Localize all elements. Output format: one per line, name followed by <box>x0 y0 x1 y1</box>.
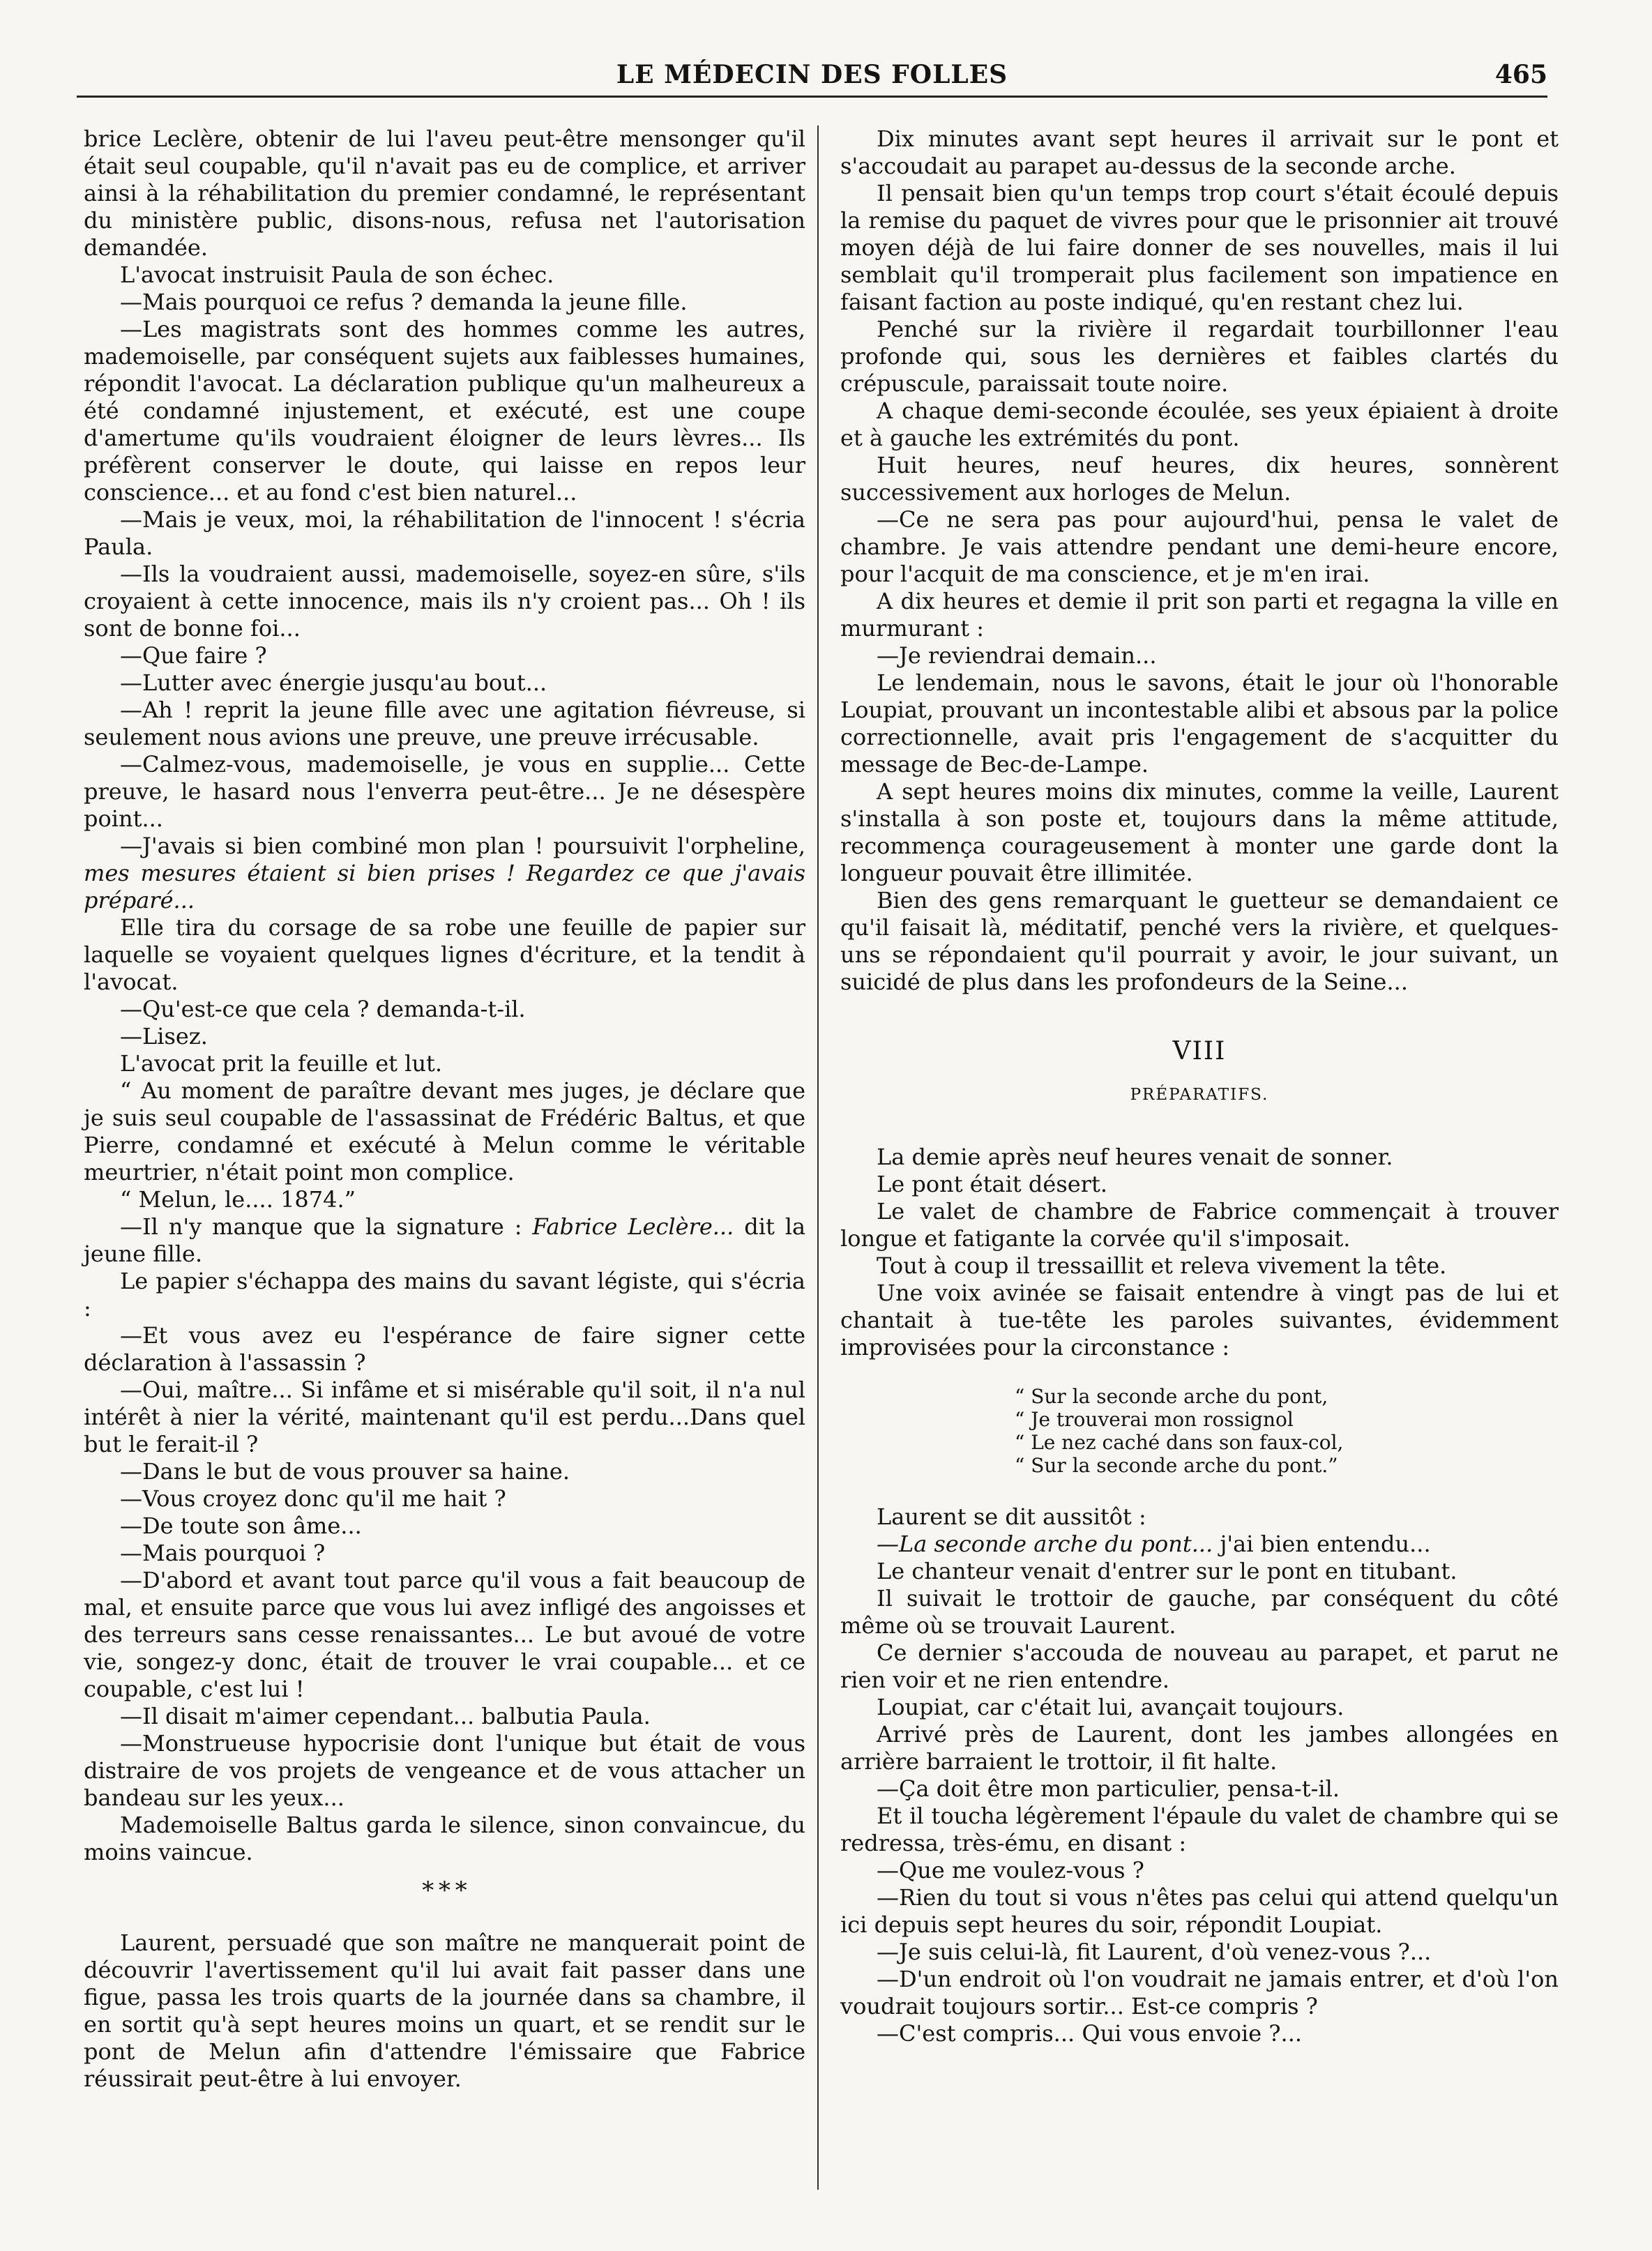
paragraph <box>840 1503 1559 1531</box>
paragraph-text: Le lendemain, nous le savons, était le jour où l'honorable Loupiat, prouvant un incontestable alibi et absous par la police correctionnelle, avait pris l'engagement de s'acquitter du message de Bec-de-Lampe. <box>840 669 1559 778</box>
paragraph-text: j'ai bien entendu... <box>1213 1531 1431 1557</box>
verse-line: “ Je trouverai mon rossignol <box>1015 1408 1294 1431</box>
paragraph-text: —C'est compris... Qui vous envoie ?... <box>877 2020 1303 2047</box>
paragraph <box>840 397 1559 452</box>
paragraph-text: —Que me voulez-vous ? <box>877 1857 1144 1884</box>
paragraph-text: —Monstrueuse hypocrisie dont l'unique but était de vous distraire de vos projets de vengeance et de vous attacher un bandeau sur les yeux... <box>84 1730 805 1811</box>
paragraph <box>840 642 1559 669</box>
paragraph <box>840 1585 1559 1639</box>
paragraph-text: —Ça doit être mon particulier, pensa-t-il. <box>877 1775 1340 1802</box>
paragraph <box>840 180 1559 316</box>
paragraph-text: —Mais pourquoi ? <box>120 1540 326 1566</box>
paragraph <box>840 126 1559 180</box>
paragraph-text: —Mais pourquoi ce refus ? demanda la jeune fille. <box>120 289 688 315</box>
paragraph-text: —Il disait m'aimer cependant... balbutia Paula. <box>120 1703 651 1729</box>
paragraph <box>84 126 805 262</box>
paragraph-text: A chaque demi-seconde écoulée, ses yeux épiaient à droite et à gauche les extrémités du pont. <box>840 397 1559 451</box>
italic-text: Fabrice Leclère... <box>532 1213 734 1240</box>
paragraph-text: —Je suis celui-là, fit Laurent, d'où venez-vous ?... <box>877 1939 1432 1965</box>
right-column <box>840 126 1559 2047</box>
paragraph <box>840 1558 1559 1585</box>
paragraph-text: La demie après neuf heures venait de sonner. <box>877 1144 1393 1170</box>
paragraph-text: Tout à coup il tressaillit et releva vivement la tête. <box>877 1252 1447 1279</box>
paragraph-text: Ce dernier s'accouda de nouveau au parapet, et parut ne rien voir et ne rien entendre. <box>840 1639 1559 1693</box>
paragraph <box>84 1513 805 1540</box>
paragraph-text: —Les magistrats sont des hommes comme les autres, mademoiselle, par conséquent sujets aux faiblesses humaines, répondit l'avocat. La déclaration publique qu'un malheureux a été condamné injustement, et exécuté, est une coupe d'amertume qu'ils voudraient éloigner de leurs lèvres... Ils préfèrent conserver le doute, qui laisse en repos leur conscience... et au fond c'est bien naturel... <box>84 316 805 506</box>
paragraph-text: dit la jeune fille. <box>84 1213 806 1267</box>
paragraph <box>840 1252 1559 1280</box>
paragraph-text: —J'avais si bien combiné mon plan ! poursuivit l'orpheline, <box>120 833 805 859</box>
paragraph-text: —Ils la voudraient aussi, mademoiselle, soyez-en sûre, s'ils croyaient à cette innocence, mais ils n'y croient pas... Oh ! ils sont de bonne foi... <box>84 561 805 642</box>
paragraph-text: Une voix avinée se faisait entendre à vingt pas de lui et chantait à tue-tête les paroles suivantes, évidemment improvisées pour la circonstance : <box>840 1280 1559 1361</box>
paragraph <box>84 1023 805 1050</box>
paragraph-text: Elle tira du corsage de sa robe une feuille de papier sur laquelle se voyaient quelques lignes d'écriture, et la tendit à l'avocat. <box>84 914 805 995</box>
verse-line: “ Le nez caché dans son faux-col, <box>1015 1431 1344 1454</box>
paragraph-text: “ Au moment de paraître devant mes juges, je déclare que je suis seul coupable de l'assassinat de Frédéric Baltus, et que Pierre, condamné et exécuté à Melun comme le véritable meurtrier, n'était point mon complice. <box>84 1077 805 1185</box>
paragraph <box>840 669 1559 778</box>
paragraph <box>840 1280 1559 1361</box>
paragraph-text: —Dans le but de vous prouver sa haine. <box>120 1458 570 1485</box>
paragraph <box>84 697 805 751</box>
paragraph-text: —Lutter avec énergie jusqu'au bout... <box>120 669 547 696</box>
paragraph <box>84 262 805 289</box>
paragraph-text: —Il n'y manque que la signature : <box>120 1213 522 1240</box>
paragraph-text: Le pont était désert. <box>877 1171 1107 1197</box>
paragraph <box>840 887 1559 996</box>
paragraph <box>84 1703 805 1730</box>
paragraph-text: —Et vous avez eu l'espérance de faire signer cette déclaration à l'assassin ? <box>84 1322 805 1376</box>
paragraph <box>840 778 1559 887</box>
paragraph-text: —Rien du tout si vous n'êtes pas celui qui attend quelqu'un ici depuis sept heures du soir, répondit Loupiat. <box>840 1884 1559 1938</box>
paragraph-text: Le chanteur venait d'entrer sur le pont en titubant. <box>877 1558 1457 1584</box>
song-verse <box>1015 1385 1559 1477</box>
paragraph <box>84 1213 805 1268</box>
section-break-asterism: * * * <box>422 1877 467 1904</box>
paragraph-text: —Qu'est-ce que cela ? demanda-t-il. <box>120 996 526 1022</box>
column-divider <box>817 126 819 2190</box>
paragraph-text: A dix heures et demie il prit son parti et regagna la ville en murmurant : <box>840 588 1559 642</box>
paragraph <box>840 452 1559 506</box>
paragraph-text: —De toute son âme... <box>120 1513 362 1539</box>
paragraph <box>840 1531 1559 1558</box>
paragraph <box>84 1567 805 1703</box>
paragraph <box>84 1812 805 1866</box>
paragraph-text: Il suivait le trottoir de gauche, par conséquent du côté même où se trouvait Laurent. <box>840 1585 1559 1639</box>
verse-line: “ Sur la seconde arche du pont, <box>1015 1385 1328 1408</box>
paragraph-text: Le valet de chambre de Fabrice commençait à trouver longue et fatigante la corvée qu'il s'imposait. <box>840 1198 1559 1252</box>
paragraph <box>840 1639 1559 1694</box>
paragraph <box>840 588 1559 642</box>
paragraph <box>840 1171 1559 1198</box>
paragraph-text: Penché sur la rivière il regardait tourbillonner l'eau profonde qui, sous les dernières et faibles clartés du crépuscule, paraissait toute noire. <box>840 316 1559 397</box>
paragraph-text: A sept heures moins dix minutes, comme la veille, Laurent s'installa à son poste et, toujours dans la même attitude, recommença courageusement à monter une garde dont la longueur pouvait être illimitée. <box>840 778 1559 886</box>
paragraph <box>840 1694 1559 1721</box>
paragraph <box>84 1268 805 1322</box>
paragraph <box>840 1144 1559 1171</box>
paragraph-text: Laurent se dit aussitôt : <box>877 1503 1146 1530</box>
paragraph <box>84 561 805 642</box>
paragraph-text: —Vous croyez donc qu'il me hait ? <box>120 1485 506 1512</box>
paragraph-text: —Je reviendrai demain... <box>877 642 1157 669</box>
paragraph <box>84 1730 805 1812</box>
paragraph <box>84 506 805 561</box>
paragraph-text: —Que faire ? <box>120 642 267 669</box>
paragraph-text: Le papier s'échappa des mains du savant légiste, qui s'écria : <box>84 1268 805 1321</box>
running-title: LE MÉDECIN DES FOLLES <box>616 60 1008 89</box>
header-rule <box>77 96 1547 98</box>
paragraph-text: —D'un endroit où l'on voudrait ne jamais entrer, et d'où l'on voudrait toujours sortir... Est-ce compris ? <box>840 1966 1559 2019</box>
paragraph-text: Dix minutes avant sept heures il arrivait sur le pont et s'accoudait au parapet au-dessus de la seconde arche. <box>840 126 1559 179</box>
italic-text: mes mesures étaient si bien prises ! Regardez ce que j'avais préparé... <box>84 860 805 914</box>
paragraph-text: —Oui, maître... Si infâme et si misérable qu'il soit, il n'a nul intérêt à nier la vérité, maintenant qu'il est perdu...Dans quel but le ferait-il ? <box>84 1377 805 1457</box>
paragraph <box>840 1803 1559 1857</box>
chapter-title: PRÉPARATIFS. <box>1130 1086 1269 1104</box>
paragraph <box>84 751 805 833</box>
italic-text: —La seconde arche du pont... <box>877 1531 1213 1557</box>
paragraph <box>84 1322 805 1377</box>
paragraph-text: Mademoiselle Baltus garda le silence, sinon convaincue, du moins vaincue. <box>84 1812 805 1865</box>
paragraph <box>840 1198 1559 1252</box>
page-header <box>77 54 1547 98</box>
paragraph-text: Arrivé près de Laurent, dont les jambes allongées en arrière barraient le trottoir, il fit halte. <box>840 1721 1559 1775</box>
paragraph <box>840 1884 1559 1939</box>
paragraph <box>840 1721 1559 1775</box>
paragraph <box>840 506 1559 588</box>
paragraph <box>84 1930 805 2093</box>
paragraph <box>84 289 805 316</box>
paragraph-text: —Calmez-vous, mademoiselle, je vous en supplie... Cette preuve, le hasard nous l'enverra peut-être... Je ne désespère point... <box>84 751 805 832</box>
paragraph-text: L'avocat instruisit Paula de son échec. <box>120 262 554 288</box>
paragraph-text: —Mais je veux, moi, la réhabilitation de l'innocent ! s'écria Paula. <box>84 506 805 560</box>
paragraph-text: —Ce ne sera pas pour aujourd'hui, pensa le valet de chambre. Je vais attendre pendant une demi-heure encore, pour l'acquit de ma conscience, et je m'en irai. <box>840 506 1559 587</box>
paragraph <box>84 669 805 697</box>
paragraph <box>840 316 1559 397</box>
paragraph-text: Et il toucha légèrement l'épaule du valet de chambre qui se redressa, très-ému, en disant : <box>840 1803 1559 1856</box>
left-column <box>84 126 805 2093</box>
paragraph-text: “ Melun, le.... 1874.” <box>120 1186 356 1213</box>
paragraph <box>84 1377 805 1458</box>
chapter-number: VIII <box>1172 1037 1227 1066</box>
paragraph-text: —D'abord et avant tout parce qu'il vous a fait beaucoup de mal, et ensuite parce que vous lui avez infligé des angoisses et des terreurs sans cesse renaissantes... Le but avoué de votre vie, songez-y donc, était de trouver le vrai coupable... et ce coupable, c'est lui ! <box>84 1567 805 1702</box>
paragraph-text: Loupiat, car c'était lui, avançait toujours. <box>877 1694 1344 1720</box>
paragraph-text: Huit heures, neuf heures, dix heures, sonnèrent successivement aux horloges de Melun. <box>840 452 1559 506</box>
paragraph <box>840 1939 1559 1966</box>
paragraph <box>84 316 805 506</box>
paragraph-text: L'avocat prit la feuille et lut. <box>120 1050 443 1077</box>
paragraph <box>84 1050 805 1077</box>
paragraph <box>840 1775 1559 1803</box>
paragraph-text: —Lisez. <box>120 1023 208 1049</box>
paragraph <box>84 1077 805 1186</box>
paragraph-text: Il pensait bien qu'un temps trop court s'était écoulé depuis la remise du paquet de vivres pour que le prisonnier ait trouvé moyen déjà de lui faire donner de ses nouvelles, mais il lui semblait qu'il tromperait plus facilement son impatience en faisant faction au poste indiqué, qu'en restant chez lui. <box>840 180 1559 315</box>
paragraph-text: brice Leclère, obtenir de lui l'aveu peut-être mensonger qu'il était seul coupable, qu'il n'avait pas eu de complice, et arriver ainsi à la réhabilitation du premier condamné, le représentant du ministère public, disons-nous, refusa net l'autorisation demandée. <box>84 126 805 261</box>
paragraph <box>84 1186 805 1213</box>
paragraph <box>840 2020 1559 2047</box>
paragraph <box>84 642 805 669</box>
paragraph <box>84 833 805 914</box>
page-number: 465 <box>1494 60 1547 89</box>
paragraph-text: Bien des gens remarquant le guetteur se demandaient ce qu'il faisait là, méditatif, penché vers la rivière, et quelques-uns se répondaient qu'il pourrait y avoir, le jour suivant, un suicidé de plus dans les profondeurs de la Seine... <box>840 887 1559 995</box>
paragraph-text: Laurent, persuadé que son maître ne manquerait point de découvrir l'avertissement qu'il lui avait fait passer dans une figue, passa les trois quarts de la journée dans sa chambre, il en sortit qu'à sept heures moins un quart, et se rendit sur le pont de Melun afin d'attendre l'émissaire que Fabrice réussirait peut-être à lui envoyer. <box>84 1930 805 2092</box>
paragraph <box>840 1857 1559 1884</box>
paragraph <box>84 1540 805 1567</box>
verse-line: “ Sur la seconde arche du pont.” <box>1015 1454 1338 1477</box>
paragraph-text: —Ah ! reprit la jeune fille avec une agitation fiévreuse, si seulement nous avions une preuve, une preuve irrécusable. <box>84 697 805 750</box>
paragraph <box>84 914 805 996</box>
paragraph <box>84 1485 805 1513</box>
paragraph <box>84 1458 805 1485</box>
paragraph <box>84 996 805 1023</box>
paragraph <box>840 1966 1559 2020</box>
